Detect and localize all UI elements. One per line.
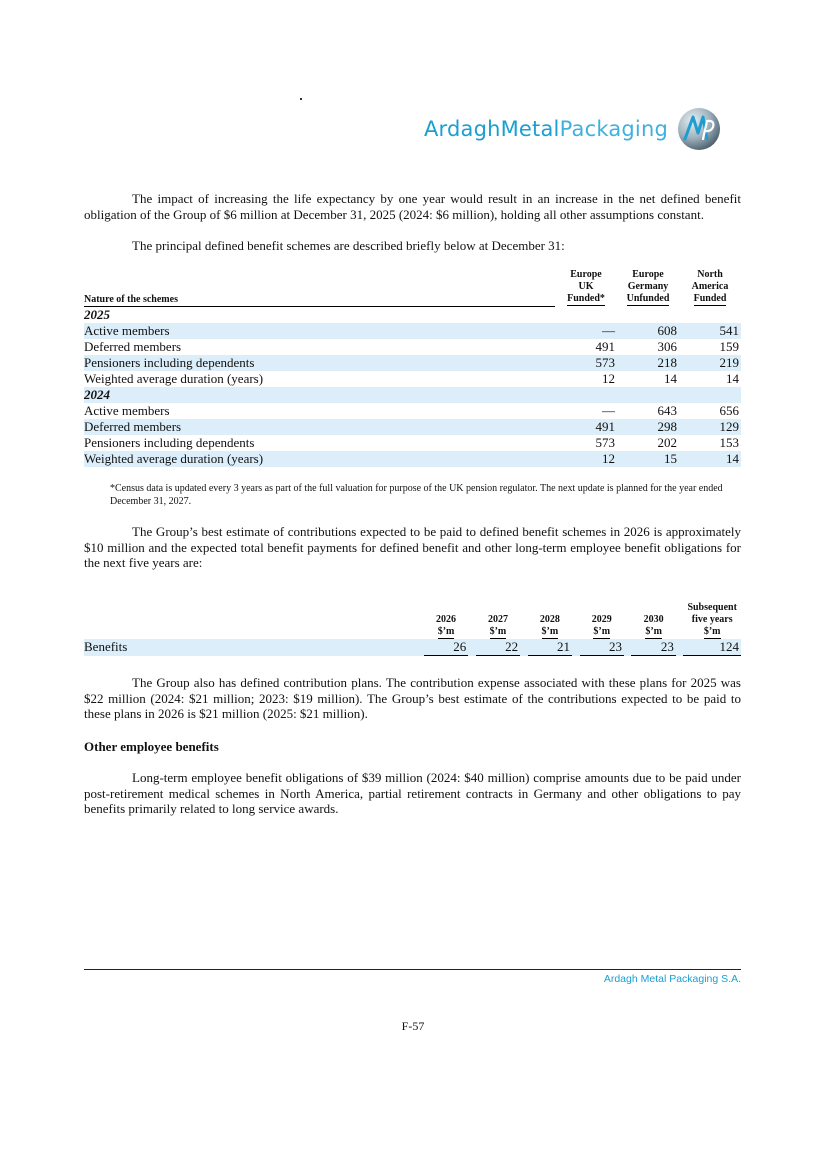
life-expectancy-paragraph — [84, 191, 741, 222]
table-row — [84, 323, 741, 339]
year-label: 2024 — [84, 387, 555, 403]
col-header-europe-uk — [555, 269, 617, 306]
amp-logo-icon — [676, 106, 722, 152]
col-header-line2: UK — [578, 281, 594, 292]
col-header-line1: Europe — [632, 269, 664, 280]
cell-value: 12 — [555, 451, 617, 467]
col-header-line3: Funded* — [567, 293, 605, 304]
footer-company: Ardagh Metal Packaging S.A. — [603, 973, 741, 985]
cell-value: — — [602, 402, 615, 418]
contributions-text: The Group’s best estimate of contributions expected to be paid to defined benefit schemes in 2026 is approximately $10 million and the expected total benefit payments for defined benefit and other long-term employee benefit obligations for the next five years are: — [84, 524, 741, 570]
col-header-line2: 2026 — [436, 614, 457, 625]
row-label: Pensioners including dependents — [84, 355, 555, 371]
row-label: Pensioners including dependents — [84, 434, 255, 450]
cell-value: 541 — [679, 323, 741, 339]
footer-divider — [84, 969, 741, 970]
defined-contribution-text: The Group also has defined contribution plans. The contribution expense associated with these plans for 2025 was $22 million (2024: $21 million; 2023: $19 million). The Group’s best estimate of the contributions expected to be paid to these plans in 2026 is $21 million (2025: $21 million). — [84, 675, 741, 721]
col-header-subsequent — [683, 602, 741, 639]
col-header-line3: Funded — [693, 293, 727, 304]
table-row — [84, 371, 741, 387]
col-header-2026 — [424, 602, 468, 639]
logo-wordmark-part2: Packaging — [559, 117, 668, 141]
row-label: Active members — [84, 323, 555, 339]
schemes-table — [84, 269, 741, 467]
col-header-2027 — [476, 602, 520, 639]
col-header-2030 — [631, 602, 675, 639]
cell-value: 218 — [617, 355, 679, 371]
company-logo — [424, 106, 722, 152]
benefits-table-header — [84, 602, 741, 639]
table-row — [84, 451, 741, 467]
col-header-europe-germany — [617, 269, 679, 306]
col-header-line2: five years — [691, 614, 733, 625]
col-header-line2: 2027 — [487, 614, 508, 625]
row-label: Deferred members — [84, 419, 555, 435]
section-heading: Other employee benefits — [84, 739, 219, 754]
col-header-line1: North — [697, 269, 723, 280]
col-header-2029 — [580, 602, 624, 639]
cell-value: 22 — [476, 639, 520, 656]
cell-value: 21 — [528, 639, 572, 656]
col-header-line1: Subsequent — [687, 602, 737, 613]
benefits-table — [84, 602, 741, 656]
benefits-row — [84, 639, 741, 656]
cell-value: 202 — [657, 434, 677, 450]
page-number: F-57 — [401, 1019, 425, 1033]
year-label: 2025 — [84, 306, 110, 322]
cell-value: 306 — [657, 338, 677, 354]
cell-value: 608 — [617, 323, 679, 339]
cell-value: 124 — [683, 639, 741, 656]
col-header-2028 — [528, 602, 572, 639]
cell-value: 159 — [719, 338, 739, 354]
nature-header: Nature of the schemes — [84, 269, 555, 306]
row-label: Benefits — [84, 639, 424, 656]
table-row — [84, 435, 741, 451]
life-expectancy-text: The impact of increasing the life expectancy by one year would result in an increase in the net defined benefit obligation of the Group of $6 million at December 31, 2025 (2024: $6 million), holding all other assumptions constant. — [84, 191, 741, 222]
col-header-line2: Germany — [627, 281, 669, 292]
col-header-line3: $’m — [437, 626, 455, 637]
other-benefits-text: Long-term employee benefit obligations of $39 million (2024: $40 million) comprise amounts due to be paid under post-retirement medical schemes in North America, partial retirement contracts in Germany and other obligations to pay benefits primarily related to long service awards. — [84, 770, 741, 816]
other-benefits-heading-block — [84, 739, 741, 755]
cell-value: 23 — [631, 639, 675, 656]
contributions-paragraph — [84, 524, 741, 571]
col-header-line3: $’m — [541, 626, 559, 637]
col-header-north-america — [679, 269, 741, 306]
table-row — [84, 355, 741, 371]
col-header-line3: Unfunded — [626, 293, 670, 304]
cell-value: 14 — [664, 370, 677, 386]
cell-value: — — [555, 323, 617, 339]
year-row-2025 — [84, 306, 741, 323]
schemes-table-header — [84, 269, 741, 306]
stray-dot — [300, 98, 302, 100]
table-row — [84, 339, 741, 355]
col-header-line2: America — [691, 281, 729, 292]
col-header-line2: 2028 — [539, 614, 560, 625]
cell-value: 153 — [719, 434, 739, 450]
col-header-line3: $’m — [489, 626, 507, 637]
cell-value: 219 — [679, 355, 741, 371]
cell-value: 656 — [719, 402, 739, 418]
cell-value: 23 — [580, 639, 624, 656]
row-label: Deferred members — [84, 338, 182, 354]
col-header-line3: $’m — [703, 626, 721, 637]
cell-value: 573 — [555, 355, 617, 371]
principal-schemes-text: The principal defined benefit schemes are described briefly below at December 31: — [132, 238, 565, 253]
col-header-line2: 2030 — [643, 614, 664, 625]
col-header-line1: Europe — [570, 269, 602, 280]
census-footnote: *Census data is updated every 3 years as part of the full valuation for purpose of the UK pension regulator. The next update is planned for the year ended December 31, 2027. — [110, 483, 723, 507]
defined-contribution-paragraph — [84, 675, 741, 722]
principal-schemes-paragraph — [84, 238, 741, 254]
cell-value: 129 — [679, 419, 741, 435]
table-row — [84, 419, 741, 435]
logo-wordmark-part1: ArdaghMetal — [423, 117, 560, 141]
cell-value: 12 — [602, 370, 615, 386]
cell-value: 491 — [555, 419, 617, 435]
other-benefits-paragraph — [84, 770, 741, 817]
cell-value: 298 — [617, 419, 679, 435]
row-label: Active members — [84, 402, 170, 418]
cell-value: 643 — [657, 402, 677, 418]
logo-wordmark — [424, 117, 668, 141]
col-header-line2: 2029 — [591, 614, 612, 625]
table-row — [84, 403, 741, 419]
cell-value: 14 — [726, 370, 739, 386]
cell-value: 15 — [617, 451, 679, 467]
cell-value: 573 — [595, 434, 615, 450]
cell-value: 491 — [595, 338, 615, 354]
cell-value: 14 — [679, 451, 741, 467]
row-label: Weighted average duration (years) — [84, 370, 264, 386]
row-label: Weighted average duration (years) — [84, 451, 555, 467]
cell-value: 26 — [424, 639, 468, 656]
year-row-2024 — [84, 387, 741, 403]
col-header-line3: $’m — [645, 626, 662, 637]
col-header-line3: $’m — [593, 626, 611, 637]
